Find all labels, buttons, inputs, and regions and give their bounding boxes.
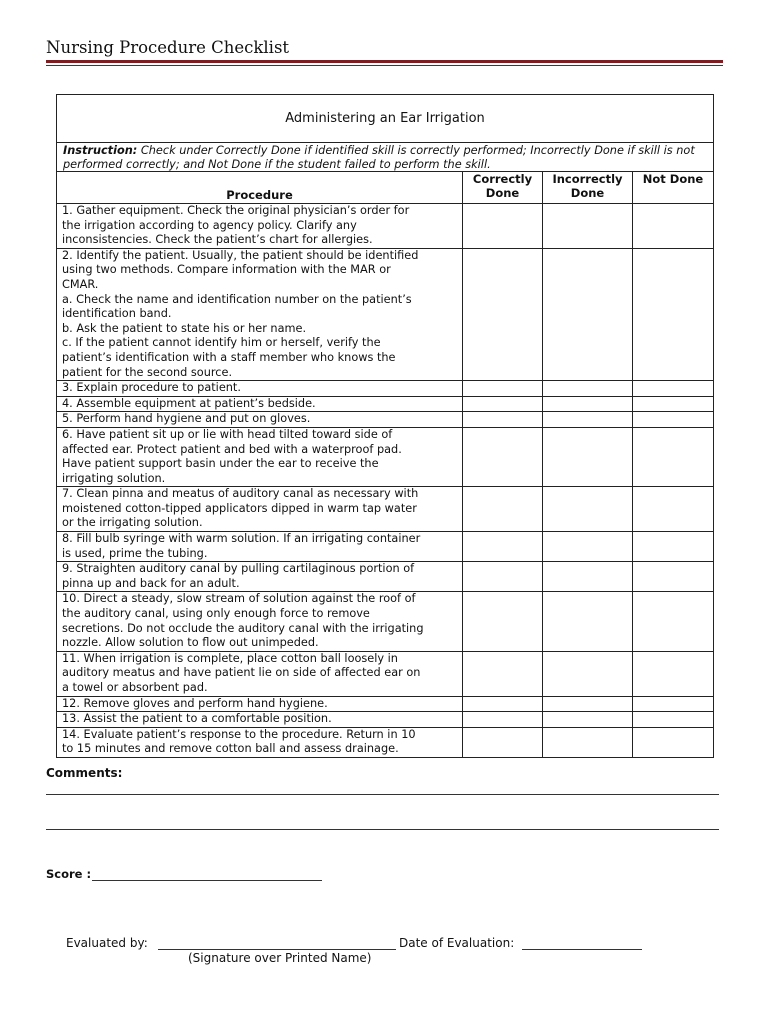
comments-label: Comments: [46, 766, 123, 780]
correctly-done-checkbox[interactable] [463, 412, 543, 428]
step-text: 2. Identify the patient. Usually, the patient should be identified using two methods. Compare information with the MAR or CMAR. a. Check the name and identification number on the patient’s identification band. b. Ask the patient to state his or her name. c. If the patient cannot identify him or herself, verify the patient’s identification with a staff member who knows the patient for the second source. [57, 248, 463, 380]
instruction-cell [57, 143, 714, 172]
comments-line-2[interactable] [46, 829, 719, 830]
step-text: 10. Direct a steady, slow stream of solution against the roof of the auditory canal, using only enough force to remove secretions. Do not occlude the auditory canal with the irrigating nozzle. Allow solution to flow out unimpeded. [57, 592, 463, 651]
not-done-checkbox[interactable] [633, 412, 714, 428]
table-row [57, 204, 714, 249]
step-text: 12. Remove gloves and perform hand hygiene. [57, 696, 463, 712]
table-row [57, 727, 714, 757]
not-done-checkbox[interactable] [633, 248, 714, 380]
correctly-done-checkbox[interactable] [463, 651, 543, 696]
incorrectly-done-checkbox[interactable] [543, 532, 633, 562]
table-row [57, 248, 714, 380]
score-label: Score : [46, 867, 92, 881]
table-row [57, 381, 714, 397]
column-header-procedure: Procedure [57, 172, 463, 204]
step-text: 13. Assist the patient to a comfortable position. [57, 712, 463, 728]
step-text: 6. Have patient sit up or lie with head tilted toward side of affected ear. Protect patient and bed with a waterproof pad. Have patient support basin under the ear to receive the irrigating solution. [57, 427, 463, 486]
header-rule-thick [46, 60, 723, 63]
incorrectly-done-checkbox[interactable] [543, 562, 633, 592]
date-of-evaluation-label: Date of Evaluation: [399, 936, 515, 950]
column-header-correctly-done: Correctly Done [463, 172, 543, 204]
table-row [57, 532, 714, 562]
column-header-incorrectly-done: Incorrectly Done [543, 172, 633, 204]
correctly-done-checkbox[interactable] [463, 727, 543, 757]
not-done-checkbox[interactable] [633, 396, 714, 412]
incorrectly-done-checkbox[interactable] [543, 487, 633, 532]
score-line[interactable] [92, 880, 322, 881]
table-row [57, 696, 714, 712]
correctly-done-checkbox[interactable] [463, 381, 543, 397]
checklist-table [56, 94, 714, 758]
not-done-checkbox[interactable] [633, 427, 714, 486]
instruction-text: Check under Correctly Done if identified skill is correctly performed; Incorrectly Done if skill is not performed correctly; and Not Done if the student failed to perform the skill. [63, 144, 695, 171]
table-title: Administering an Ear Irrigation [57, 95, 714, 143]
step-text: 11. When irrigation is complete, place cotton ball loosely in auditory meatus and have patient lie on side of affected ear on a towel or absorbent pad. [57, 651, 463, 696]
step-text: 8. Fill bulb syringe with warm solution. If an irrigating container is used, prime the tubing. [57, 532, 463, 562]
step-text: 1. Gather equipment. Check the original physician’s order for the irrigation according to agency policy. Clarify any inconsistencies. Check the patient’s chart for allergies. [57, 204, 463, 249]
evaluated-by-label: Evaluated by: [66, 936, 148, 950]
table-row [57, 651, 714, 696]
instruction-label: Instruction: [63, 144, 138, 157]
not-done-checkbox[interactable] [633, 727, 714, 757]
correctly-done-checkbox[interactable] [463, 396, 543, 412]
correctly-done-checkbox[interactable] [463, 712, 543, 728]
table-row [57, 592, 714, 651]
correctly-done-checkbox[interactable] [463, 696, 543, 712]
steps-body [57, 204, 714, 758]
evaluation-date-line[interactable] [522, 949, 642, 950]
not-done-checkbox[interactable] [633, 381, 714, 397]
step-text: 3. Explain procedure to patient. [57, 381, 463, 397]
table-row [57, 562, 714, 592]
step-text: 7. Clean pinna and meatus of auditory canal as necessary with moistened cotton-tipped applicators dipped in warm tap water or the irrigating solution. [57, 487, 463, 532]
correctly-done-checkbox[interactable] [463, 562, 543, 592]
not-done-checkbox[interactable] [633, 487, 714, 532]
incorrectly-done-checkbox[interactable] [543, 204, 633, 249]
step-text: 9. Straighten auditory canal by pulling cartilaginous portion of pinna up and back for an adult. [57, 562, 463, 592]
table-row [57, 396, 714, 412]
correctly-done-checkbox[interactable] [463, 487, 543, 532]
correctly-done-checkbox[interactable] [463, 427, 543, 486]
table-row [57, 487, 714, 532]
table-row [57, 412, 714, 428]
not-done-checkbox[interactable] [633, 712, 714, 728]
step-text: 5. Perform hand hygiene and put on gloves. [57, 412, 463, 428]
table-row [57, 427, 714, 486]
signature-note: (Signature over Printed Name) [188, 951, 372, 965]
page-title: Nursing Procedure Checklist [46, 38, 290, 57]
step-text: 4. Assemble equipment at patient’s bedside. [57, 396, 463, 412]
correctly-done-checkbox[interactable] [463, 204, 543, 249]
correctly-done-checkbox[interactable] [463, 532, 543, 562]
incorrectly-done-checkbox[interactable] [543, 381, 633, 397]
incorrectly-done-checkbox[interactable] [543, 412, 633, 428]
column-header-not-done: Not Done [633, 172, 714, 204]
step-text: 14. Evaluate patient’s response to the procedure. Return in 10 to 15 minutes and remove cotton ball and assess drainage. [57, 727, 463, 757]
not-done-checkbox[interactable] [633, 562, 714, 592]
incorrectly-done-checkbox[interactable] [543, 727, 633, 757]
incorrectly-done-checkbox[interactable] [543, 427, 633, 486]
not-done-checkbox[interactable] [633, 592, 714, 651]
incorrectly-done-checkbox[interactable] [543, 696, 633, 712]
not-done-checkbox[interactable] [633, 532, 714, 562]
comments-line-1[interactable] [46, 794, 719, 795]
not-done-checkbox[interactable] [633, 651, 714, 696]
incorrectly-done-checkbox[interactable] [543, 396, 633, 412]
evaluator-signature-line[interactable] [158, 949, 396, 950]
correctly-done-checkbox[interactable] [463, 248, 543, 380]
incorrectly-done-checkbox[interactable] [543, 712, 633, 728]
not-done-checkbox[interactable] [633, 696, 714, 712]
incorrectly-done-checkbox[interactable] [543, 592, 633, 651]
incorrectly-done-checkbox[interactable] [543, 651, 633, 696]
correctly-done-checkbox[interactable] [463, 592, 543, 651]
incorrectly-done-checkbox[interactable] [543, 248, 633, 380]
not-done-checkbox[interactable] [633, 204, 714, 249]
header-rule-thin [46, 65, 723, 66]
table-row [57, 712, 714, 728]
